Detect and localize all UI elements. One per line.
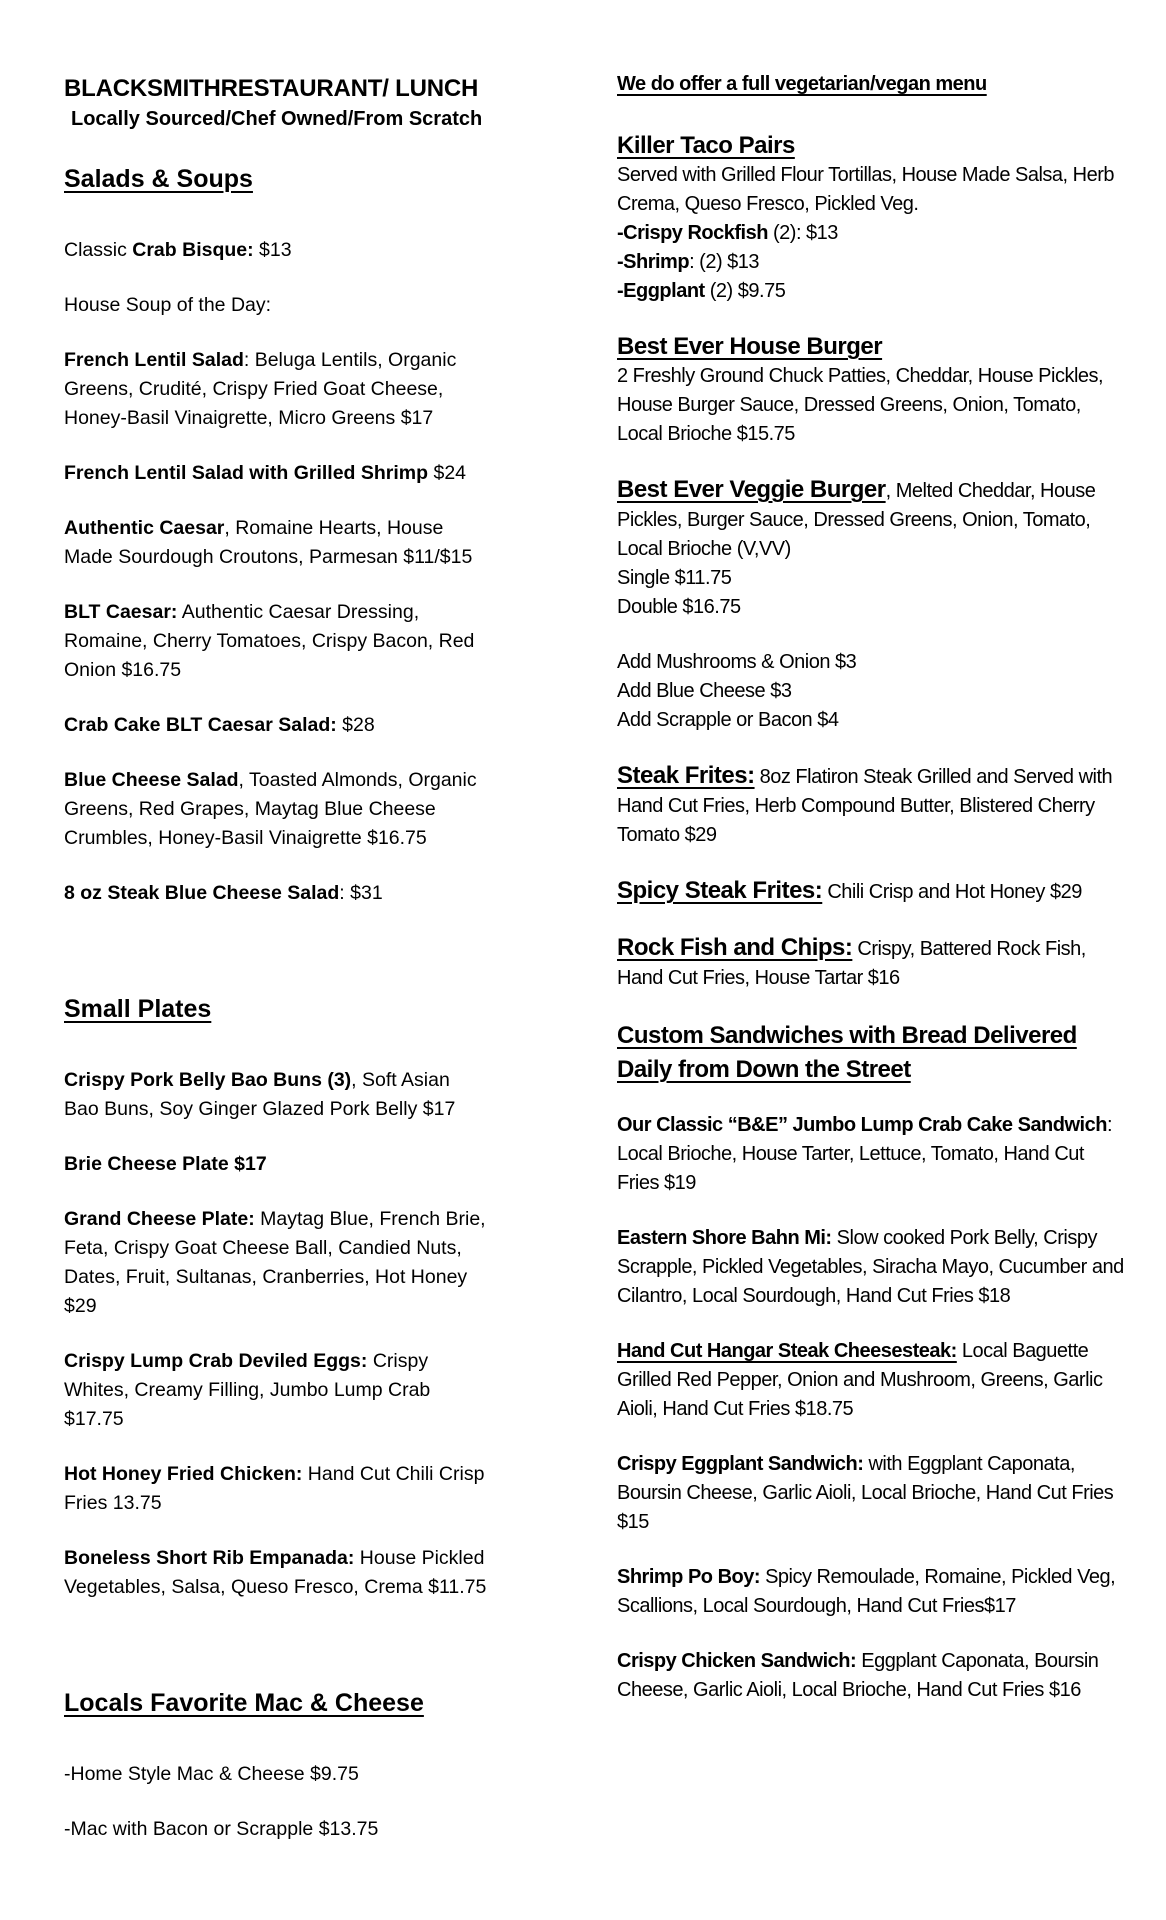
item-lead: Hot Honey Fried Chicken: [64, 1463, 303, 1485]
taco-option-shrimp [617, 248, 1127, 277]
menu-item-home-style-mac [64, 1760, 488, 1789]
left-column [64, 74, 488, 1870]
taco-description: Served with Grilled Flour Tortillas, House Made Salsa, Herb Crema, Queso Fresco, Pickled Veg. [617, 164, 1115, 215]
item-lead: Authentic Caesar [64, 517, 225, 539]
item-lead: BLT Caesar: [64, 601, 178, 623]
menu-item-brie-cheese-plate [64, 1150, 488, 1179]
item-text: : (2) $13 [689, 251, 760, 273]
item-text: -Home Style Mac & Cheese $9.75 [64, 1763, 359, 1785]
item-text: Crispy, Battered Rock Fish, Hand Cut Fries, House Tartar $16 [617, 938, 1086, 989]
item-lead: Brie Cheese Plate $17 [64, 1153, 267, 1175]
item-text: Eggplant Caponata, Boursin Cheese, Garlic Aioli, Local Brioche, Hand Cut Fries $16 [617, 1650, 1099, 1701]
menu-item-lentil-salad-shrimp [64, 459, 488, 488]
item-text: Chili Crisp and Hot Honey $29 [822, 881, 1082, 903]
item-lead: -Crispy Rockfish [617, 222, 768, 244]
item-text: (2): $13 [767, 222, 838, 244]
item-text: Hand Cut Chili Crisp Fries 13.75 [64, 1463, 485, 1514]
item-text: : $31 [339, 882, 383, 904]
item-text: $24 [428, 462, 467, 484]
item-lead: Grand Cheese Plate: [64, 1208, 255, 1230]
item-lead: Crispy Pork Belly Bao Buns (3) [64, 1069, 352, 1091]
item-lead: Our Classic “B&E” Jumbo Lump Crab Cake Sandwich [617, 1114, 1107, 1136]
item-text: (2) $9.75 [704, 280, 786, 302]
section-heading-custom-sandwiches [617, 1019, 1127, 1087]
menu-item-grand-cheese-plate [64, 1205, 488, 1321]
house-burger-description: 2 Freshly Ground Chuck Patties, Cheddar, House Pickles, House Burger Sauce, Dressed Greens, Onion, Tomato, Local Brioche $15.75 [617, 365, 1104, 445]
item-text: : Beluga Lentils, Organic Greens, Crudité, Crispy Fried Goat Cheese, Honey-Basil Vinaigrette, Micro Greens $17 [64, 349, 457, 429]
section-veggie-burger [617, 475, 1127, 622]
section-killer-taco-pairs [617, 131, 1127, 306]
item-lead: Eastern Shore Bahn Mi: [617, 1227, 832, 1249]
addon-mushrooms-onion: Add Mushrooms & Onion $3 [617, 651, 857, 673]
item-lead: French Lentil Salad with Grilled Shrimp [64, 462, 429, 484]
section-heading-text: Best Ever House Burger [617, 333, 883, 360]
menu-item-veggie-burger [617, 475, 1127, 564]
menu-item-crispy-chicken-sandwich [617, 1647, 1127, 1705]
menu-item-blt-caesar [64, 598, 488, 685]
menu-item-blue-cheese-salad [64, 766, 488, 853]
item-lead: -Shrimp [617, 251, 690, 273]
menu-item-mac-bacon-scrapple [64, 1815, 488, 1844]
item-text: Crispy Whites, Creamy Filling, Jumbo Lump Crab $17.75 [64, 1350, 431, 1430]
section-heading-house-burger [617, 332, 1127, 362]
item-text: , Melted Cheddar, House Pickles, Burger Sauce, Dressed Greens, Onion, Tomato, Local Brioche (V,VV) [617, 480, 1096, 560]
item-text: , Soft Asian Bao Buns, Soy Ginger Glazed Pork Belly $17 [64, 1069, 456, 1120]
menu-item-french-lentil-salad [64, 346, 488, 433]
item-text: Slow cooked Pork Belly, Crispy Scrapple, Pickled Vegetables, Siracha Mayo, Cucumber and Cilantro, Local Sourdough, Hand Cut Fries $18 [617, 1227, 1124, 1307]
item-text: with Eggplant Caponata, Boursin Cheese, Garlic Aioli, Local Brioche, Hand Cut Fries $15 [617, 1453, 1114, 1533]
menu-item-be-crab-cake-sandwich [617, 1111, 1127, 1198]
menu-item-bahn-mi [617, 1224, 1127, 1311]
veggie-burger-double-price: Double $16.75 [617, 596, 741, 618]
section-heading-mac-cheese [64, 1688, 488, 1719]
menu-item-shrimp-po-boy [617, 1563, 1127, 1621]
item-lead: Crispy Lump Crab Deviled Eggs: [64, 1350, 368, 1372]
item-text: $13 [253, 239, 292, 261]
restaurant-title: BLACKSMITHRESTAURANT/ LUNCH [64, 75, 479, 102]
menu-item-steak-frites [617, 761, 1127, 850]
restaurant-subtitle: Locally Sourced/Chef Owned/From Scratch [71, 108, 483, 130]
item-text: $28 [336, 714, 375, 736]
section-house-burger [617, 332, 1127, 449]
menu-item-spicy-steak-frites [617, 876, 1127, 907]
menu-item-authentic-caesar [64, 514, 488, 572]
menu-item-crab-bisque [64, 236, 488, 265]
item-lead: Rock Fish and Chips: [617, 934, 853, 961]
section-heading-text: Locals Favorite Mac & Cheese [64, 1689, 424, 1717]
item-lead: Crispy Eggplant Sandwich: [617, 1453, 864, 1475]
section-burger-addons [617, 648, 1127, 735]
section-heading-text: Salads & Soups [64, 165, 253, 193]
item-lead: Crispy Chicken Sandwich: [617, 1650, 857, 1672]
item-text: House Pickled Vegetables, Salsa, Queso Fresco, Crema $11.75 [64, 1547, 487, 1598]
menu-item-short-rib-empanada [64, 1544, 488, 1602]
item-text: 8oz Flatiron Steak Grilled and Served with Hand Cut Fries, Herb Compound Butter, Blistered Cherry Tomato $29 [617, 766, 1113, 846]
item-lead: Best Ever Veggie Burger [617, 476, 886, 503]
item-lead: Spicy Steak Frites: [617, 877, 823, 904]
addon-scrapple-bacon: Add Scrapple or Bacon $4 [617, 709, 839, 731]
item-text: : Local Brioche, House Tarter, Lettuce, Tomato, Hand Cut Fries $19 [617, 1114, 1113, 1194]
item-text: Local Baguette Grilled Red Pepper, Onion and Mushroom, Greens, Garlic Aioli, Hand Cut Fries $18.75 [617, 1340, 1103, 1420]
section-heading-killer-taco-pairs [617, 131, 1127, 161]
item-lead: Shrimp Po Boy: [617, 1566, 761, 1588]
item-text: , Toasted Almonds, Organic Greens, Red Grapes, Maytag Blue Cheese Crumbles, Honey-Basil Vinaigrette $16.75 [64, 769, 477, 849]
section-heading-text: Killer Taco Pairs [617, 132, 795, 159]
item-text: Authentic Caesar Dressing, Romaine, Cherry Tomatoes, Crispy Bacon, Red Onion $16.75 [64, 601, 475, 681]
menu-item-crab-deviled-eggs [64, 1347, 488, 1434]
menu-item-steak-blue-cheese-salad [64, 879, 488, 908]
section-heading-small-plates [64, 994, 488, 1025]
item-lead: -Eggplant [617, 280, 705, 302]
item-lead: French Lentil Salad [64, 349, 244, 371]
menu-item-crispy-eggplant-sandwich [617, 1450, 1127, 1537]
section-heading-salads-soups [64, 164, 488, 195]
menu-item-crab-cake-blt-caesar [64, 711, 488, 740]
section-heading-text: Small Plates [64, 995, 212, 1023]
vegetarian-note [617, 70, 1127, 99]
vegetarian-note-text: We do offer a full vegetarian/vegan menu [617, 73, 987, 95]
veggie-burger-single-price: Single $11.75 [617, 567, 732, 589]
taco-option-eggplant [617, 277, 1127, 306]
item-lead: 8 oz Steak Blue Cheese Salad [64, 882, 340, 904]
item-lead: Crab Bisque: [132, 239, 254, 261]
item-lead: Blue Cheese Salad [64, 769, 239, 791]
menu-item-house-soup [64, 291, 488, 320]
menu-item-bao-buns [64, 1066, 488, 1124]
item-text: -Mac with Bacon or Scrapple $13.75 [64, 1818, 379, 1840]
addon-blue-cheese: Add Blue Cheese $3 [617, 680, 792, 702]
item-lead: Boneless Short Rib Empanada: [64, 1547, 355, 1569]
item-text: , Romaine Hearts, House Made Sourdough Croutons, Parmesan $11/$15 [64, 517, 473, 568]
item-text: House Soup of the Day: [64, 294, 272, 316]
item-pre: Classic [64, 239, 133, 261]
section-heading-text: Custom Sandwiches with Bread Delivered Daily from Down the Street [617, 1022, 1077, 1083]
menu-item-hangar-steak-cheesesteak [617, 1337, 1127, 1424]
item-lead: Crab Cake BLT Caesar Salad: [64, 714, 337, 736]
item-text: Maytag Blue, French Brie, Feta, Crispy Goat Cheese Ball, Candied Nuts, Dates, Fruit, Sultanas, Cranberries, Hot Honey $29 [64, 1208, 486, 1317]
item-lead: Hand Cut Hangar Steak Cheesesteak: [617, 1340, 957, 1362]
item-text: Spicy Remoulade, Romaine, Pickled Veg, Scallions, Local Sourdough, Hand Cut Fries$17 [617, 1566, 1116, 1617]
right-column [617, 70, 1127, 1731]
item-lead: Steak Frites: [617, 762, 755, 789]
menu-item-hot-honey-fried-chicken [64, 1460, 488, 1518]
menu-item-rock-fish-chips [617, 933, 1127, 993]
taco-option-rockfish [617, 219, 1127, 248]
